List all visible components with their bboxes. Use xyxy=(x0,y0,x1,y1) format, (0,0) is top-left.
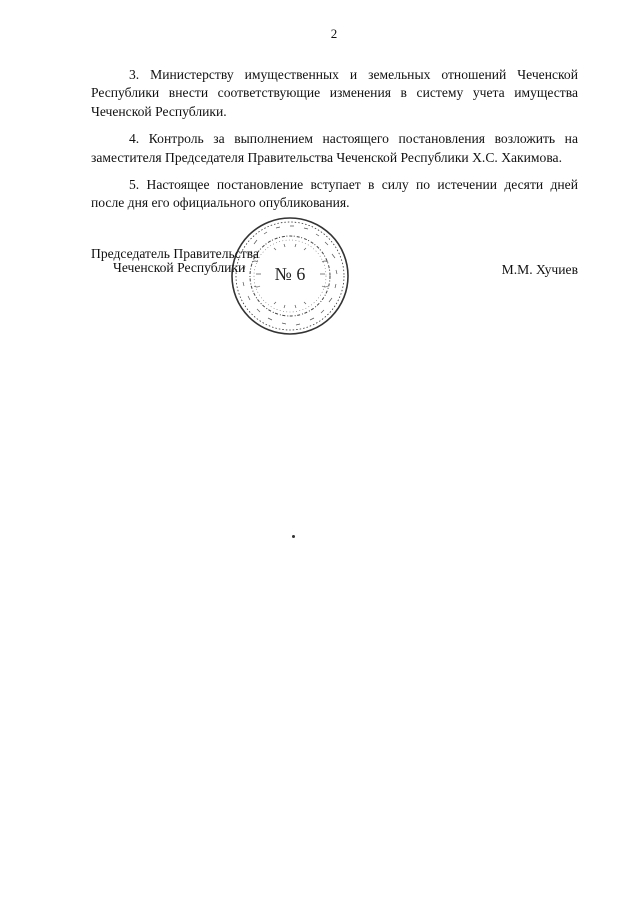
signature-block xyxy=(91,246,581,286)
scan-speck xyxy=(292,535,295,538)
paragraph-3: 3. Министерству имущественных и земельных отношений Чеченской Республики внести соответствующие изменения в систему учета имущества Чеченской Республики. xyxy=(91,67,578,119)
document-body xyxy=(91,66,578,222)
page-number: 2 xyxy=(330,26,338,41)
signatory-name: М.М. Хучиев xyxy=(501,262,578,277)
signatory-title-line1: Председатель Правительства xyxy=(91,246,259,261)
seal-number: № 6 xyxy=(274,264,306,284)
paragraph-4: 4. Контроль за выполнением настоящего постановления возложить на заместителя Председателя Правительства Чеченской Республики Х.С. Хакимова. xyxy=(91,131,578,165)
paragraph-5: 5. Настоящее постановление вступает в силу по истечении десяти дней после дня его официального опубликования. xyxy=(91,177,578,211)
signatory-title-line2: Чеченской Республики xyxy=(113,260,246,275)
